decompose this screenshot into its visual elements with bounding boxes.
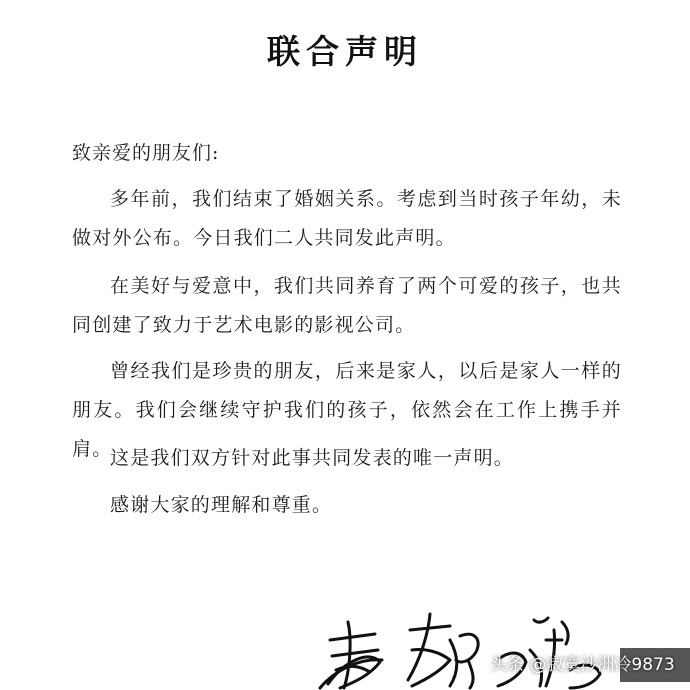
watermark: 头条 @寂寞沙洲冷9873	[490, 655, 675, 675]
document-title: 联合声明	[267, 32, 423, 71]
paragraph-4: 这是我们双方针对此事共同发表的唯一声明。	[110, 447, 515, 469]
paragraph-5: 感谢大家的理解和尊重。	[110, 494, 333, 516]
paragraph-3: 曾经我们是珍贵的朋友，后来是家人，以后是家人一样的朋友。我们会继续守护我们的孩子，依然会在工作上携手并肩。	[72, 360, 622, 460]
paragraph-2: 在美好与爱意中，我们共同养育了两个可爱的孩子，也共同创建了致力于艺术电影的影视公司。	[72, 275, 622, 336]
greeting: 致亲爱的朋友们:	[72, 142, 220, 164]
paragraph-1: 多年前，我们结束了婚姻关系。考虑到当时孩子年幼，未做对外公布。今日我们二人共同发此声明。	[72, 188, 622, 249]
